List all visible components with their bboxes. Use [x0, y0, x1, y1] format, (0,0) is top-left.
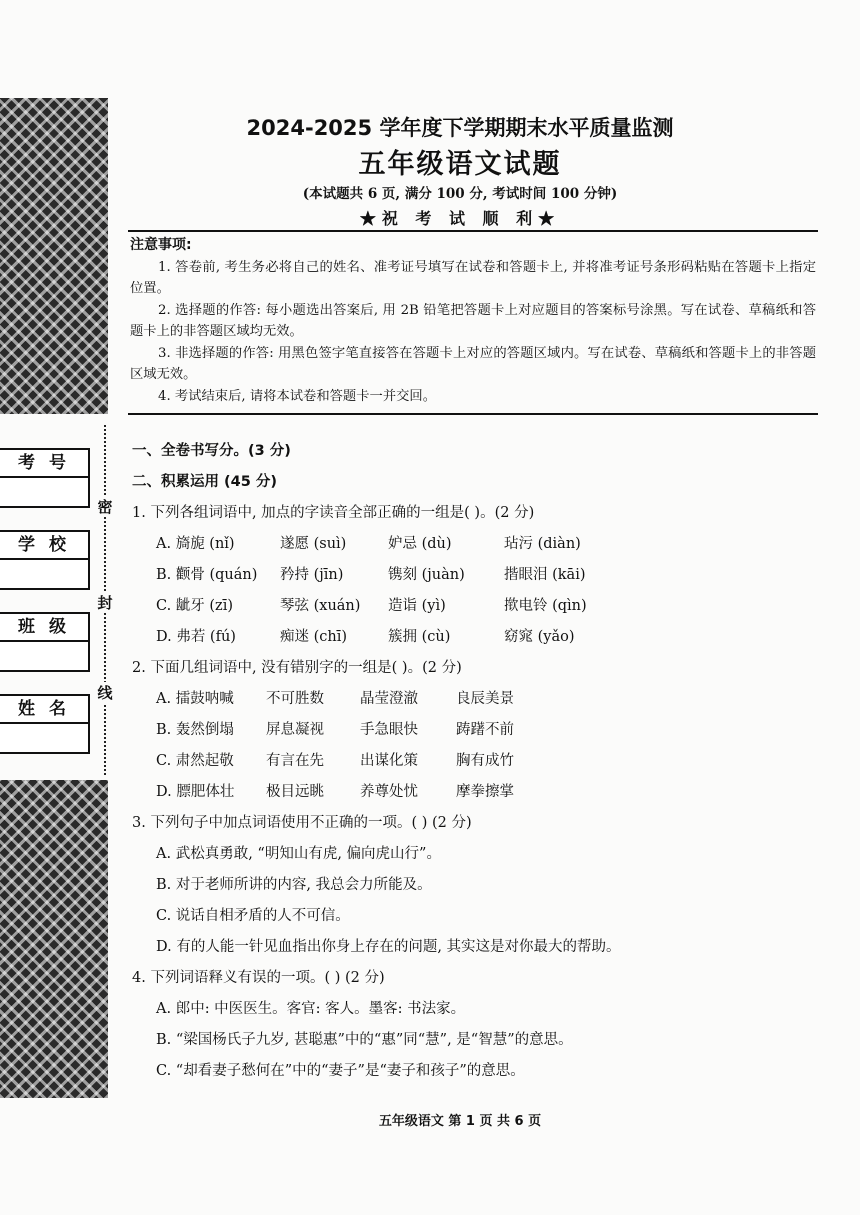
option-word: B. 颧骨 (quán): [156, 567, 258, 583]
questions-area: [132, 436, 812, 1087]
option-word: A. 旖旎 (nǐ): [156, 536, 235, 552]
option-word: 养尊处忧: [360, 784, 418, 800]
question-4-option-c: C. “却看妻子愁何在”中的“妻子”是“妻子和孩子”的意思。: [156, 1063, 525, 1079]
notes-section: [130, 235, 816, 407]
exam-number-box: [0, 448, 90, 508]
binding-pattern-bottom: [0, 780, 108, 1098]
binding-char-mi: 密: [95, 496, 115, 517]
option-word: 簇拥 (cù): [388, 629, 451, 645]
header-rule: [128, 230, 818, 232]
option-word: 屏息凝视: [266, 722, 324, 738]
option-word: 妒忌 (dù): [388, 536, 452, 552]
option-word: 矜持 (jīn): [280, 567, 344, 583]
option-word: D. 弗若 (fú): [156, 629, 236, 645]
option-word: 良辰美景: [456, 691, 514, 707]
section-2-heading: 二、积累运用 (45 分): [132, 474, 278, 490]
exam-title: 2024-2025 学年度下学期期末水平质量监测: [246, 116, 674, 140]
option-word: 踌躇不前: [456, 722, 514, 738]
notes-rule: [128, 413, 818, 415]
question-2-stem: 2. 下面几组词语中, 没有错别字的一组是( )。(2 分): [132, 660, 462, 676]
exam-number-label: 考号: [0, 450, 88, 478]
option-word: 有言在先: [266, 753, 324, 769]
option-word: 极目远眺: [266, 784, 324, 800]
option-word: 揿电铃 (qìn): [504, 598, 587, 614]
option-word: 出谋化策: [360, 753, 418, 769]
option-word: 揩眼泪 (kāi): [504, 567, 586, 583]
option-word: 镌刻 (juàn): [388, 567, 465, 583]
page-footer: 五年级语文 第 1 页 共 6 页: [378, 1114, 542, 1129]
binding-char-xian: 线: [95, 682, 115, 703]
note-item: 1. 答卷前, 考生务必将自己的姓名、准考证号填写在试卷和答题卡上, 并将准考证号条形码粘贴在答题卡上指定位置。: [130, 259, 816, 296]
question-4-option-b: B. “梁国杨氏子九岁, 甚聪惠”中的“惠”同“慧”, 是“智慧”的意思。: [156, 1032, 573, 1048]
question-2-option-b: [132, 715, 812, 746]
name-box: [0, 694, 90, 754]
option-word: C. 肃然起敬: [156, 753, 234, 769]
question-4-option-a: A. 郎中: 中医医生。客官: 客人。墨客: 书法家。: [156, 1001, 466, 1017]
option-word: 摩拳擦掌: [456, 784, 514, 800]
question-4-stem: 4. 下列词语释义有误的一项。( ) (2 分): [132, 970, 385, 986]
option-word: 不可胜数: [266, 691, 324, 707]
note-item: 2. 选择题的作答: 每小题选出答案后, 用 2B 铅笔把答题卡上对应题目的答案标号涂黑。写在试卷、草稿纸和答题卡上的非答题区域均无效。: [130, 302, 816, 339]
question-1-stem: 1. 下列各组词语中, 加点的字读音全部正确的一组是( )。(2 分): [132, 505, 535, 521]
question-2-option-c: [132, 746, 812, 777]
question-3-option-b: B. 对于老师所讲的内容, 我总会力所能及。: [156, 877, 432, 893]
question-3-option-a: A. 武松真勇敢, “明知山有虎, 偏向虎山行”。: [156, 846, 441, 862]
question-1-option-b: [132, 560, 812, 591]
good-luck-banner: ★祝 考 试 顺 利★: [359, 209, 561, 228]
question-1-option-c: [132, 591, 812, 622]
note-item: 4. 考试结束后, 请将本试卷和答题卡一并交回。: [158, 388, 437, 404]
school-label: 学校: [0, 532, 88, 560]
exam-info: (本试题共 6 页, 满分 100 分, 考试时间 100 分钟): [302, 186, 618, 202]
question-3-option-c: C. 说话自相矛盾的人不可信。: [156, 908, 350, 924]
option-word: 遂愿 (suì): [280, 536, 347, 552]
option-word: C. 龇牙 (zī): [156, 598, 233, 614]
question-1-option-d: [132, 622, 812, 653]
option-word: B. 轰然倒塌: [156, 722, 234, 738]
school-box: [0, 530, 90, 590]
class-label: 班级: [0, 614, 88, 642]
option-word: 痴迷 (chī): [280, 629, 348, 645]
question-2-option-d: [132, 777, 812, 808]
name-label: 姓名: [0, 696, 88, 724]
question-3-option-d: D. 有的人能一针见血指出你身上存在的问题, 其实这是对你最大的帮助。: [156, 939, 621, 955]
class-box: [0, 612, 90, 672]
option-word: 琴弦 (xuán): [280, 598, 361, 614]
question-1-option-a: [132, 529, 812, 560]
question-2-option-a: [132, 684, 812, 715]
option-word: 造诣 (yì): [388, 598, 446, 614]
question-3-stem: 3. 下列句子中加点词语使用不正确的一项。( ) (2 分): [132, 815, 472, 831]
option-word: 手急眼快: [360, 722, 418, 738]
option-word: D. 膘肥体壮: [156, 784, 235, 800]
option-word: 晶莹澄澈: [360, 691, 418, 707]
section-1-heading: 一、全卷书写分。(3 分): [132, 443, 291, 459]
option-word: 窈窕 (yǎo): [504, 629, 575, 645]
option-word: A. 擂鼓呐喊: [156, 691, 234, 707]
exam-subject-title: 五年级语文试题: [358, 149, 562, 180]
notes-heading: 注意事项:: [130, 237, 192, 253]
note-item: 3. 非选择题的作答: 用黑色签字笔直接答在答题卡上对应的答题区域内。写在试卷、草稿纸和答题卡上的非答题区域无效。: [130, 345, 816, 382]
option-word: 胸有成竹: [456, 753, 514, 769]
binding-char-feng: 封: [95, 592, 115, 613]
option-word: 玷污 (diàn): [504, 536, 581, 552]
